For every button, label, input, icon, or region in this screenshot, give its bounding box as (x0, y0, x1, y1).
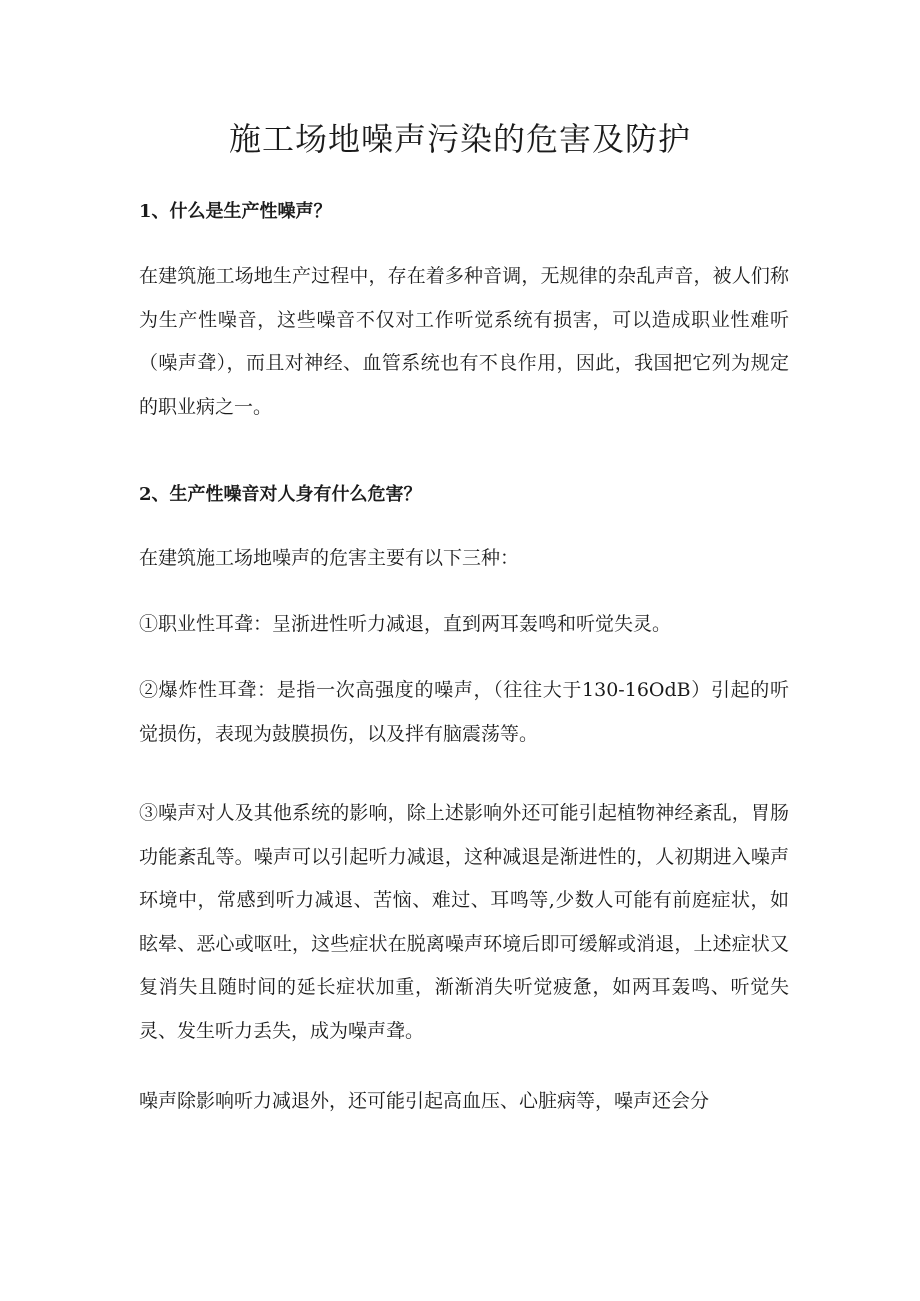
section-2-closing-paragraph: 噪声除影响听力减退外，还可能引起高血压、心脏病等，噪声还会分 (139, 1090, 710, 1112)
document-title: 施工场地噪声污染的危害及防护 (228, 120, 691, 158)
section-2-item-3-paragraph: ③噪声对人及其他系统的影响，除上述影响外还可能引起植物神经紊乱，胃肠功能紊乱等。噪声可以引起听力减退，这种减退是渐进性的，人初期进入噪声环境中，常感到听力减退、苦恼、难过、耳鸣等,少数人可能有前庭症状，如眩晕、恶心或呕吐，这些症状在脱离噪声环境后即可缓解或消退，上述症状又复消失且随时间的延长症状加重，渐渐消失听觉疲惫，如两耳轰鸣、听觉失灵、发生听力丢失，成为噪声聋。 (139, 802, 789, 1042)
section-2-item-1-paragraph: ①职业性耳聋：呈浙进性听力减退，直到两耳轰鸣和听觉失灵。 (139, 613, 672, 635)
section-2-item-2-paragraph: ②爆炸性耳聋：是指一次高强度的噪声，（往往大于130-16OdB）引起的听觉损伤，表现为鼓膜损伤，以及拌有脑震荡等。 (139, 679, 789, 745)
section-heading-2: 2、生产性噪音对人身有什么危害？ (139, 484, 422, 505)
section-heading-1: 1、什么是生产性噪声？ (139, 201, 332, 222)
section-2-intro-paragraph: 在建筑施工场地噪声的危害主要有以下三种： (139, 547, 520, 569)
section-1-paragraph-1: 在建筑施工场地生产过程中，存在着多种音调，无规律的杂乱声音，被人们称为生产性噪音，这些噪音不仅对工作听觉系统有损害，可以造成职业性难听（噪声聋），而且对神经、血管系统也有不良作用，因此，我国把它列为规定的职业病之一。 (139, 265, 789, 418)
